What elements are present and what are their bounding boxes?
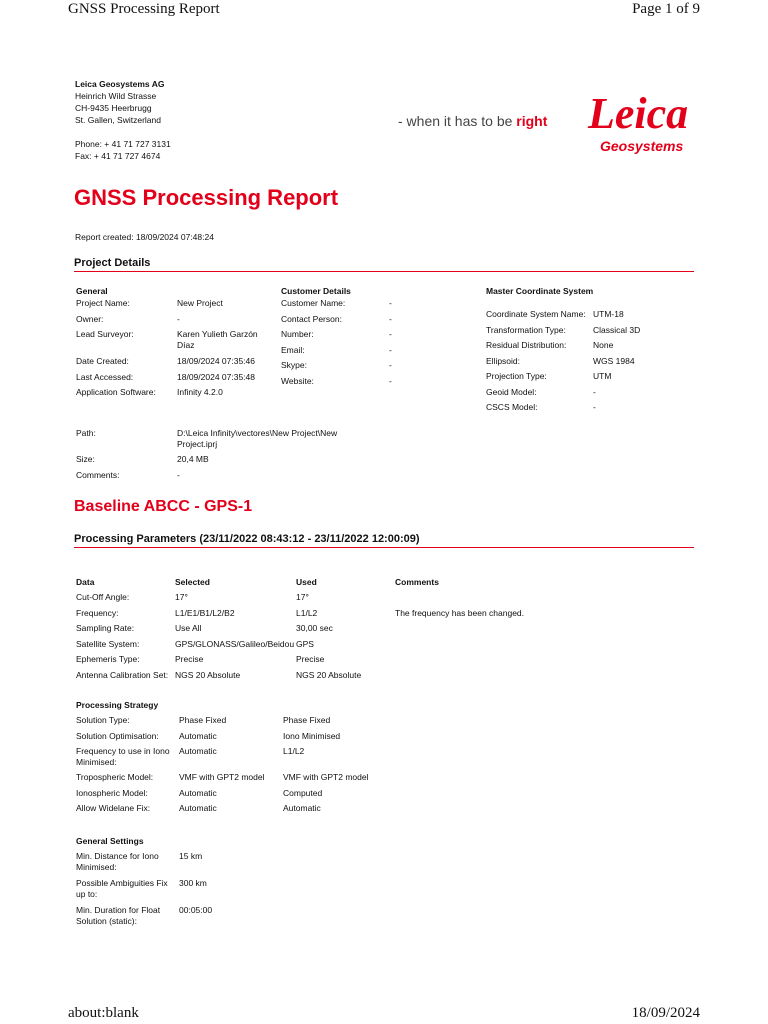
print-footer-url: about:blank <box>68 1005 139 1021</box>
table-row <box>486 387 640 403</box>
table-row <box>76 470 362 486</box>
field-label: Project Name: <box>76 298 130 308</box>
field-label: Path: <box>76 428 96 438</box>
table-row <box>486 402 640 418</box>
cell: Frequency to use in Iono Minimised: <box>76 746 170 767</box>
general-heading: General <box>76 286 108 296</box>
table-row <box>76 329 272 356</box>
company-contact <box>75 138 171 162</box>
cell: VMF with GPT2 model <box>283 772 369 782</box>
field-value: 18/09/2024 07:35:46 <box>177 356 255 366</box>
table-row <box>76 878 212 905</box>
cell: L1/L2 <box>283 746 305 756</box>
leica-logo <box>584 84 696 156</box>
table-row <box>486 309 640 325</box>
field-value: 18/09/2024 07:35:48 <box>177 371 255 382</box>
general-table <box>76 286 272 403</box>
company-address <box>75 78 164 126</box>
cell: The frequency has been changed. <box>395 607 525 618</box>
table-row <box>76 372 272 388</box>
cell <box>395 592 524 608</box>
column-header: Used <box>296 577 317 587</box>
cell: Phase Fixed <box>179 715 227 725</box>
table-row <box>76 639 524 655</box>
column-header: Data <box>76 577 95 587</box>
baseline-title: Baseline ABCC - GPS-1 <box>74 498 253 515</box>
field-value: - <box>389 313 392 324</box>
column-header: Selected <box>175 577 210 587</box>
field-value: Classical 3D <box>593 324 641 335</box>
field-value: UTM-18 <box>593 309 624 319</box>
table-row <box>281 345 392 361</box>
field-value: - <box>389 375 392 386</box>
field-value: D:\Leica Infinity\vectores\New Project\New Project.iprj <box>177 428 338 449</box>
cell: NGS 20 Absolute <box>175 669 241 680</box>
field-label: Lead Surveyor: <box>76 329 134 339</box>
table-row <box>76 731 369 747</box>
cell <box>395 654 524 670</box>
print-header-page: Page 1 of 9 <box>632 1 700 17</box>
cell <box>395 623 524 639</box>
print-header <box>0 0 768 22</box>
general-settings-table <box>76 836 212 932</box>
field-value: - <box>593 386 596 397</box>
field-value: WGS 1984 <box>593 355 635 366</box>
project-details-heading: Project Details <box>74 257 694 272</box>
table-row <box>76 905 212 932</box>
cell: Precise <box>175 654 204 664</box>
cell: Antenna Calibration Set: <box>76 669 169 680</box>
table-row <box>281 298 392 314</box>
field-label: Skype: <box>281 360 307 370</box>
field-value: Infinity 4.2.0 <box>177 387 223 397</box>
table-row <box>486 371 640 387</box>
field-value: - <box>177 313 180 324</box>
field-value: - <box>389 344 392 355</box>
cell: Automatic <box>179 803 217 813</box>
table-row <box>76 803 369 819</box>
master-heading: Master Coordinate System <box>486 286 594 296</box>
cell: Min. Distance for Iono Minimised: <box>76 851 159 872</box>
table-row <box>76 670 524 686</box>
cell: Tropospheric Model: <box>76 772 154 782</box>
field-label: Website: <box>281 375 314 386</box>
field-label: Owner: <box>76 313 104 324</box>
field-label: Projection Type: <box>486 371 547 381</box>
table-row <box>76 298 272 314</box>
cell: Use All <box>175 623 202 633</box>
table-row <box>486 340 640 356</box>
field-label: Customer Name: <box>281 298 346 308</box>
cell: GPS <box>296 638 314 649</box>
table-header-row <box>76 577 524 592</box>
field-label: Last Accessed: <box>76 371 134 382</box>
cell: Automatic <box>283 803 321 813</box>
cell: Iono Minimised <box>283 730 341 741</box>
cell: Computed <box>283 787 323 798</box>
cell: Satellite System: <box>76 638 140 649</box>
table-row <box>281 376 392 392</box>
cell: Frequency: <box>76 607 119 618</box>
cell: Cut-Off Angle: <box>76 592 130 602</box>
cell <box>395 670 524 686</box>
field-value: - <box>389 360 392 370</box>
field-value: None <box>593 340 614 350</box>
field-value: - <box>593 402 596 412</box>
address-line: CH-9435 Heerbrugg <box>75 103 152 113</box>
table-row <box>281 329 392 345</box>
general-settings-heading: General Settings <box>76 836 144 846</box>
table-row <box>76 387 272 403</box>
cell: Sampling Rate: <box>76 623 135 633</box>
field-value: - <box>389 298 392 308</box>
cell: Possible Ambiguities Fix up to: <box>76 878 168 899</box>
table-row <box>76 788 369 804</box>
column-header: Comments <box>395 577 439 587</box>
address-line: Heinrich Wild Strasse <box>75 91 157 101</box>
cell: L1/E1/B1/L2/B2 <box>175 607 235 618</box>
customer-heading: Customer Details <box>281 286 351 296</box>
cell: Automatic <box>179 730 217 741</box>
field-value: New Project <box>177 298 223 308</box>
field-label: Ellipsoid: <box>486 355 521 366</box>
cell: Solution Optimisation: <box>76 730 159 741</box>
cell: VMF with GPT2 model <box>179 772 265 782</box>
cell: 17° <box>175 592 188 602</box>
cell: Precise <box>296 654 325 664</box>
cell: Min. Duration for Float Solution (static): <box>76 905 161 926</box>
cell: Ionospheric Model: <box>76 787 148 798</box>
table-row <box>76 715 369 731</box>
cell <box>395 639 524 655</box>
field-label: Comments: <box>76 469 120 480</box>
tagline-prefix: - when it has to be <box>398 113 517 129</box>
table-row <box>76 746 369 772</box>
phone-line: Phone: + 41 71 727 3131 <box>75 139 171 149</box>
table-row <box>76 356 272 372</box>
print-footer-date: 18/09/2024 <box>631 1005 700 1021</box>
report-title: GNSS Processing Report <box>74 185 339 210</box>
strategy-heading: Processing Strategy <box>76 700 159 710</box>
field-value: 20,4 MB <box>177 454 209 464</box>
tagline-emphasis: right <box>516 113 548 129</box>
customer-table <box>281 286 392 391</box>
table-row <box>76 654 524 670</box>
project-file-table <box>76 428 362 485</box>
field-value: - <box>177 469 180 480</box>
cell: Solution Type: <box>76 715 130 725</box>
table-row <box>281 360 392 376</box>
logo-subtext: Geosystems <box>600 138 684 154</box>
cell: 15 km <box>179 851 203 861</box>
print-footer <box>0 1002 768 1024</box>
field-label: Size: <box>76 454 95 464</box>
table-row <box>76 623 524 639</box>
cell: Phase Fixed <box>283 715 331 725</box>
field-label: Transformation Type: <box>486 324 566 335</box>
cell: NGS 20 Absolute <box>296 669 362 680</box>
field-value: Karen Yulieth Garzón Díaz <box>177 329 258 350</box>
field-label: Residual Distribution: <box>486 340 567 350</box>
table-row <box>76 428 362 454</box>
print-header-title: GNSS Processing Report <box>68 1 220 17</box>
data-table <box>76 577 524 685</box>
field-label: Number: <box>281 329 314 339</box>
processing-strategy-table <box>76 700 369 819</box>
cell: 17° <box>296 592 309 602</box>
field-label: CSCS Model: <box>486 402 538 412</box>
table-row <box>281 314 392 330</box>
table-row <box>76 851 212 878</box>
table-row <box>76 772 369 788</box>
field-label: Coordinate System Name: <box>486 309 586 319</box>
cell: Ephemeris Type: <box>76 654 140 664</box>
cell: 30,00 sec <box>296 623 333 633</box>
report-created: Report created: 18/09/2024 07:48:24 <box>75 232 214 242</box>
field-label: Geoid Model: <box>486 386 537 397</box>
address-line: St. Gallen, Switzerland <box>75 115 161 125</box>
table-row <box>486 325 640 341</box>
processing-parameters-heading: Processing Parameters (23/11/2022 08:43:12 - 23/11/2022 12:00:09) <box>74 533 694 548</box>
table-row <box>76 454 362 470</box>
logo-text: Leica <box>588 89 689 138</box>
master-coordinate-table <box>486 286 640 418</box>
tagline <box>398 113 547 129</box>
table-row <box>76 608 524 624</box>
table-row <box>486 356 640 372</box>
cell: Automatic <box>179 746 217 756</box>
field-label: Email: <box>281 344 305 355</box>
cell: L1/L2 <box>296 607 318 618</box>
cell: Allow Widelane Fix: <box>76 803 151 813</box>
company-name: Leica Geosystems AG <box>75 79 165 89</box>
cell: GPS/GLONASS/Galileo/Beidou <box>175 638 295 649</box>
fax-line: Fax: + 41 71 727 4674 <box>75 151 161 161</box>
field-value: - <box>389 329 392 339</box>
field-label: Date Created: <box>76 356 129 366</box>
cell: 300 km <box>179 878 207 888</box>
cell: 00:05:00 <box>179 905 213 915</box>
field-label: Application Software: <box>76 387 156 397</box>
cell: Automatic <box>179 787 217 798</box>
field-value: UTM <box>593 371 612 381</box>
table-row <box>76 314 272 330</box>
table-row <box>76 592 524 608</box>
field-label: Contact Person: <box>281 313 342 324</box>
